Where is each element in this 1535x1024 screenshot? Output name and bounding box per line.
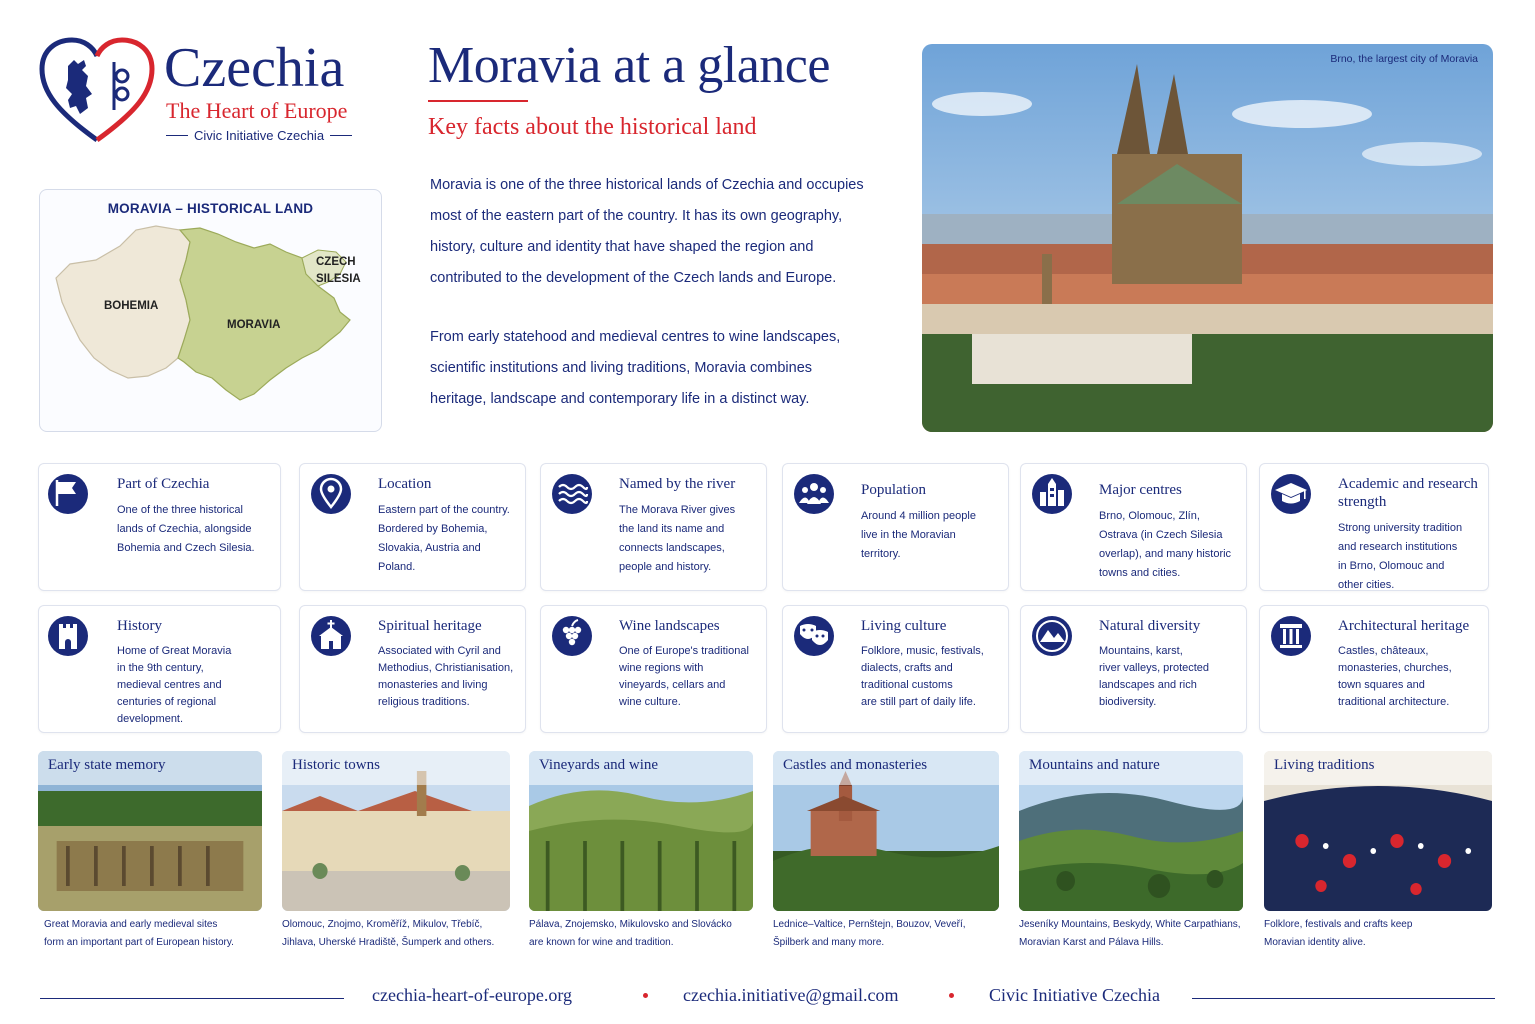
tower-icon (48, 616, 88, 656)
divider (166, 135, 188, 136)
tile-title: Castles and monasteries (783, 757, 928, 773)
text-line: Around 4 million people (861, 510, 976, 522)
tile-description (773, 916, 1015, 952)
tile-description (1264, 916, 1508, 952)
fact-card-title (1099, 617, 1242, 635)
text-line: Lednice–Valtice, Pernštejn, Bouzov, Veveří, (773, 919, 966, 930)
fact-card (299, 605, 526, 733)
text-line: medieval centres and (117, 679, 222, 691)
text-line: SILESIA (316, 273, 361, 285)
text-line: lands of Czechia, alongside (117, 523, 252, 535)
text-line: Strong university tradition (1338, 522, 1463, 534)
tile-image (38, 751, 262, 911)
text-line: Eastern part of the country. (378, 504, 510, 516)
fact-card-description (1099, 507, 1244, 583)
text-line: Jihlava, Uherské Hradiště, Šumperk and others. (282, 937, 495, 948)
text-line: Moravian identity alive. (1264, 937, 1366, 948)
text-line: most of the eastern part of the country. It has its own geography, (430, 208, 843, 224)
text-line: town squares and (1338, 679, 1425, 691)
text-line: Pálava, Znojemsko, Mikulovsko and Slovácko (529, 919, 732, 930)
text-line: connects landscapes, (619, 542, 725, 554)
fact-card (38, 463, 281, 591)
page-subtitle: Key facts about the historical land (428, 114, 757, 140)
text-line: wine culture. (619, 696, 681, 708)
tile-description (529, 916, 769, 952)
photo-tile (1019, 751, 1243, 911)
fact-card-title (378, 617, 521, 635)
tile-image (282, 751, 510, 911)
photo-tile (38, 751, 262, 911)
brand-name: Czechia (164, 37, 345, 99)
text-line: Moravian Karst and Pálava Hills. (1019, 937, 1164, 948)
fact-card-description (1338, 519, 1486, 595)
fact-card (299, 463, 526, 591)
text-line: Špilberk and many more. (773, 937, 885, 948)
theatre-masks-icon (794, 616, 834, 656)
tile-title: Living traditions (1274, 757, 1375, 773)
text-line: territory. (861, 548, 901, 560)
text-line: the land its name and (619, 523, 725, 535)
text-line: One of Europe's traditional (619, 645, 749, 657)
text-line: traditional customs (861, 679, 953, 691)
fact-card-description (861, 507, 1006, 564)
text-line: towns and cities. (1099, 567, 1181, 579)
location-pin-icon (311, 474, 351, 514)
fact-card-title (619, 475, 762, 493)
text-line: Jeseníky Mountains, Beskydy, White Carpathians, (1019, 919, 1241, 930)
brno-photo (922, 44, 1493, 432)
text-line: river valleys, protected (1099, 662, 1210, 674)
text-line: Population (861, 482, 927, 498)
footer-email-link[interactable]: czechia.initiative@gmail.com (683, 985, 899, 1005)
text-line: vineyards, cellars and (619, 679, 726, 691)
fact-card (1020, 463, 1247, 591)
czechia-map (40, 190, 383, 433)
text-line: Methodius, Christianisation, (378, 662, 514, 674)
fact-card-title (1338, 475, 1484, 511)
column-icon (1271, 616, 1311, 656)
text-line: monasteries and living (378, 679, 488, 691)
text-line: in Brno, Olomouc and (1338, 560, 1445, 572)
org-name: Civic Initiative Czechia (194, 128, 325, 143)
footer-separator-dot (949, 993, 954, 998)
graduation-cap-icon (1271, 474, 1311, 514)
map-title: MORAVIA – HISTORICAL LAND (107, 201, 314, 216)
footer-website-link[interactable]: czechia-heart-of-europe.org (372, 985, 573, 1005)
chapel-icon (311, 616, 351, 656)
map-card (39, 189, 382, 432)
title-underline (428, 100, 528, 102)
page-title: Moravia at a glance (428, 37, 830, 94)
text-line: strength (1338, 494, 1387, 510)
text-line: Natural diversity (1099, 618, 1201, 634)
text-line: Major centres (1099, 482, 1182, 498)
photo-tile (1264, 751, 1492, 911)
heart-lion-emblem-icon (38, 36, 156, 148)
tile-image (773, 751, 999, 911)
text-line: Architectural heritage (1338, 618, 1470, 634)
footer-divider (40, 998, 344, 999)
tile-description (44, 916, 284, 952)
text-line: Spiritual heritage (378, 618, 482, 634)
grapes-icon (552, 616, 592, 656)
text-line: form an important part of European history. (44, 937, 234, 948)
text-line: Great Moravia and early medieval sites (44, 919, 218, 930)
footer-separator-dot (643, 993, 648, 998)
text-line: other cities. (1338, 579, 1395, 591)
brno-cityscape-image (922, 44, 1493, 432)
map-label-silesia (316, 254, 361, 288)
text-line: in the 9th century, (117, 662, 204, 674)
fact-card-title (117, 475, 276, 493)
fact-card-description (117, 643, 278, 728)
text-line: Bordered by Bohemia, (378, 523, 488, 535)
fact-card (540, 605, 767, 733)
footer-divider (1192, 998, 1495, 999)
fact-card (38, 605, 281, 733)
people-icon (794, 474, 834, 514)
city-buildings-icon (1032, 474, 1072, 514)
fact-card (1020, 605, 1247, 733)
text-line: Folklore, music, festivals, (861, 645, 984, 657)
tile-description (282, 916, 526, 952)
text-line: Named by the river (619, 476, 736, 492)
text-line: and research institutions (1338, 541, 1458, 553)
text-line: One of the three historical (117, 504, 243, 516)
text-line: are still part of daily life. (861, 696, 976, 708)
tile-title: Historic towns (292, 757, 380, 773)
fact-card-title (861, 481, 1004, 499)
intro-paragraph-2 (430, 322, 880, 415)
fact-card-description (1099, 643, 1244, 711)
text-line: Associated with Cyril and (378, 645, 501, 657)
fact-card-description (378, 501, 523, 577)
text-line: CZECH (316, 256, 356, 268)
fact-card-description (861, 643, 1006, 711)
fact-card-title (378, 475, 521, 493)
text-line: Home of Great Moravia (117, 645, 232, 657)
fact-card-description (619, 501, 764, 577)
text-line: contributed to the development of the Czech lands and Europe. (430, 270, 837, 286)
fact-card-description (1338, 643, 1486, 711)
text-line: History (117, 618, 162, 634)
text-line: The Morava River gives (619, 504, 736, 516)
map-label-bohemia: BOHEMIA (104, 300, 159, 312)
river-waves-icon (552, 474, 592, 514)
fact-card-title (1099, 481, 1242, 499)
text-line: biodiversity. (1099, 696, 1157, 708)
brand-tagline: The Heart of Europe (166, 98, 348, 123)
text-line: Living culture (861, 618, 947, 634)
text-line: dialects, crafts and (861, 662, 953, 674)
brand-org (166, 128, 352, 143)
text-line: Moravia is one of the three historical lands of Czechia and occupies (430, 177, 864, 193)
logo (38, 36, 378, 154)
text-line: Academic and research (1338, 476, 1478, 492)
text-line: history, culture and identity that have shaped the region and (430, 239, 814, 255)
fact-card (782, 605, 1009, 733)
text-line: development. (117, 713, 184, 725)
fact-card-description (117, 501, 278, 558)
tile-image (1019, 751, 1243, 911)
text-line: Location (378, 476, 432, 492)
tile-title: Early state memory (48, 757, 166, 773)
fact-card-title (1338, 617, 1484, 635)
tile-description (1019, 916, 1259, 952)
text-line: people and history. (619, 561, 712, 573)
fact-card-description (619, 643, 764, 711)
mountains-icon (1032, 616, 1072, 656)
tile-image (529, 751, 753, 911)
fact-card (1259, 605, 1489, 733)
fact-card-title (117, 617, 276, 635)
photo-tile (282, 751, 510, 911)
text-line: are known for wine and tradition. (529, 937, 674, 948)
text-line: Folklore, festivals and crafts keep (1264, 919, 1413, 930)
text-line: Mountains, karst, (1099, 645, 1183, 657)
flag-icon (48, 474, 88, 514)
fact-card-title (619, 617, 762, 635)
text-line: Castles, châteaux, (1338, 645, 1429, 657)
text-line: heritage, landscape and contemporary life in a distinct way. (430, 391, 810, 407)
fact-card-description (378, 643, 523, 711)
text-line: landscapes and rich (1099, 679, 1197, 691)
text-line: religious traditions. (378, 696, 470, 708)
text-line: traditional architecture. (1338, 696, 1450, 708)
text-line: Bohemia and Czech Silesia. (117, 542, 255, 554)
map-label-moravia: MORAVIA (227, 319, 281, 331)
photo-caption: Brno, the largest city of Moravia (1330, 53, 1478, 65)
text-line: live in the Moravian (861, 529, 956, 541)
tile-image (1264, 751, 1492, 911)
text-line: wine regions with (619, 662, 704, 674)
text-line: From early statehood and medieval centres to wine landscapes, (430, 329, 841, 345)
text-line: Slovakia, Austria and (378, 542, 481, 554)
photo-tile (773, 751, 999, 911)
text-line: Wine landscapes (619, 618, 720, 634)
tile-title: Mountains and nature (1029, 757, 1160, 773)
text-line: Olomouc, Znojmo, Kroměříž, Mikulov, Třebíč, (282, 919, 483, 930)
photo-tile (529, 751, 753, 911)
fact-card-title (861, 617, 1004, 635)
intro-paragraph-1 (430, 170, 880, 294)
text-line: Brno, Olomouc, Zlín, (1099, 510, 1200, 522)
fact-card (540, 463, 767, 591)
divider (330, 135, 352, 136)
text-line: scientific institutions and living traditions, Moravia combines (430, 360, 813, 376)
tile-title: Vineyards and wine (539, 757, 659, 773)
fact-card (782, 463, 1009, 591)
text-line: Ostrava (in Czech Silesia (1099, 529, 1223, 541)
text-line: Poland. (378, 561, 416, 573)
text-line: centuries of regional (117, 696, 217, 708)
text-line: overlap), and many historic (1099, 548, 1232, 560)
fact-card (1259, 463, 1489, 591)
text-line: monasteries, churches, (1338, 662, 1452, 674)
footer-org: Civic Initiative Czechia (989, 985, 1160, 1005)
text-line: Part of Czechia (117, 476, 210, 492)
